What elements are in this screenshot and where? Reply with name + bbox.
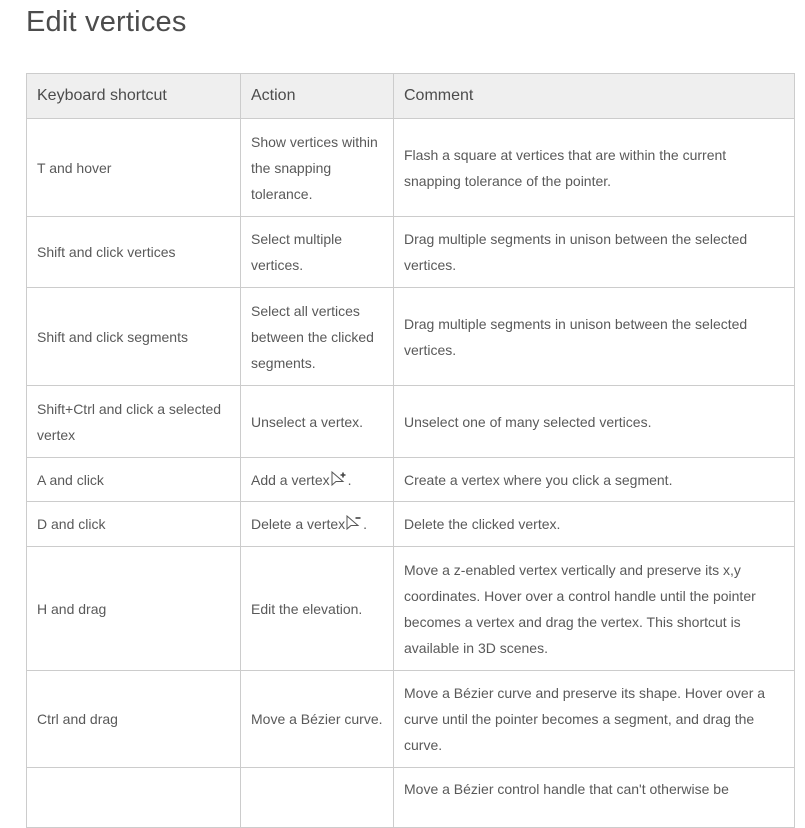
shortcut-cell: D and click <box>27 502 241 547</box>
comment-cell: Create a vertex where you click a segment. <box>394 458 795 502</box>
delete-vertex-cursor-icon <box>345 515 363 531</box>
page-title: Edit vertices <box>26 6 187 38</box>
shortcut-cell: Shift and click segments <box>27 288 241 386</box>
action-cell: Edit the elevation. <box>241 547 394 671</box>
action-cell <box>241 768 394 828</box>
table-row <box>27 458 795 502</box>
comment-cell: Delete the clicked vertex. <box>394 502 795 547</box>
comment-cell: Drag multiple segments in unison between the selected vertices. <box>394 217 795 288</box>
table-row <box>27 119 795 217</box>
shortcut-cell: H and drag <box>27 547 241 671</box>
comment-cell: Move a z-enabled vertex vertically and preserve its x,y coordinates. Hover over a control handle until the pointer becomes a vertex and drag the vertex. This shortcut is available in 3D scenes. <box>394 547 795 671</box>
table-row <box>27 768 795 828</box>
column-header-shortcut: Keyboard shortcut <box>27 74 241 119</box>
shortcut-cell: Shift+Ctrl and click a selected vertex <box>27 386 241 458</box>
column-header-action: Action <box>241 74 394 119</box>
shortcut-cell: A and click <box>27 458 241 502</box>
comment-cell: Unselect one of many selected vertices. <box>394 386 795 458</box>
comment-cell: Drag multiple segments in unison between the selected vertices. <box>394 288 795 386</box>
action-cell <box>241 458 394 502</box>
shortcut-cell: Shift and click vertices <box>27 217 241 288</box>
comment-cell: Flash a square at vertices that are within the current snapping tolerance of the pointer. <box>394 119 795 217</box>
action-cell: Select multiple vertices. <box>241 217 394 288</box>
keyboard-shortcuts-table <box>26 73 795 828</box>
action-cell: Select all vertices between the clicked segments. <box>241 288 394 386</box>
table-row <box>27 502 795 547</box>
table-row <box>27 547 795 671</box>
comment-cell: Move a Bézier control handle that can't otherwise be <box>394 768 795 828</box>
table-row <box>27 288 795 386</box>
action-cell: Show vertices within the snapping tolerance. <box>241 119 394 217</box>
shortcut-cell: Ctrl and drag <box>27 671 241 768</box>
table-header-row <box>27 74 795 119</box>
action-suffix: . <box>363 516 368 532</box>
action-cell: Move a Bézier curve. <box>241 671 394 768</box>
table-row <box>27 217 795 288</box>
comment-cell: Move a Bézier curve and preserve its shape. Hover over a curve until the pointer becomes a segment, and drag the curve. <box>394 671 795 768</box>
action-cell: Unselect a vertex. <box>241 386 394 458</box>
action-cell <box>241 502 394 547</box>
add-vertex-cursor-icon <box>330 471 348 487</box>
table-row <box>27 671 795 768</box>
action-text: Delete a vertex <box>251 516 346 532</box>
action-suffix: . <box>347 471 352 488</box>
shortcut-cell <box>27 768 241 828</box>
shortcut-cell: T and hover <box>27 119 241 217</box>
action-text: Add a vertex <box>251 471 330 488</box>
table-row <box>27 386 795 458</box>
column-header-comment: Comment <box>394 74 795 119</box>
